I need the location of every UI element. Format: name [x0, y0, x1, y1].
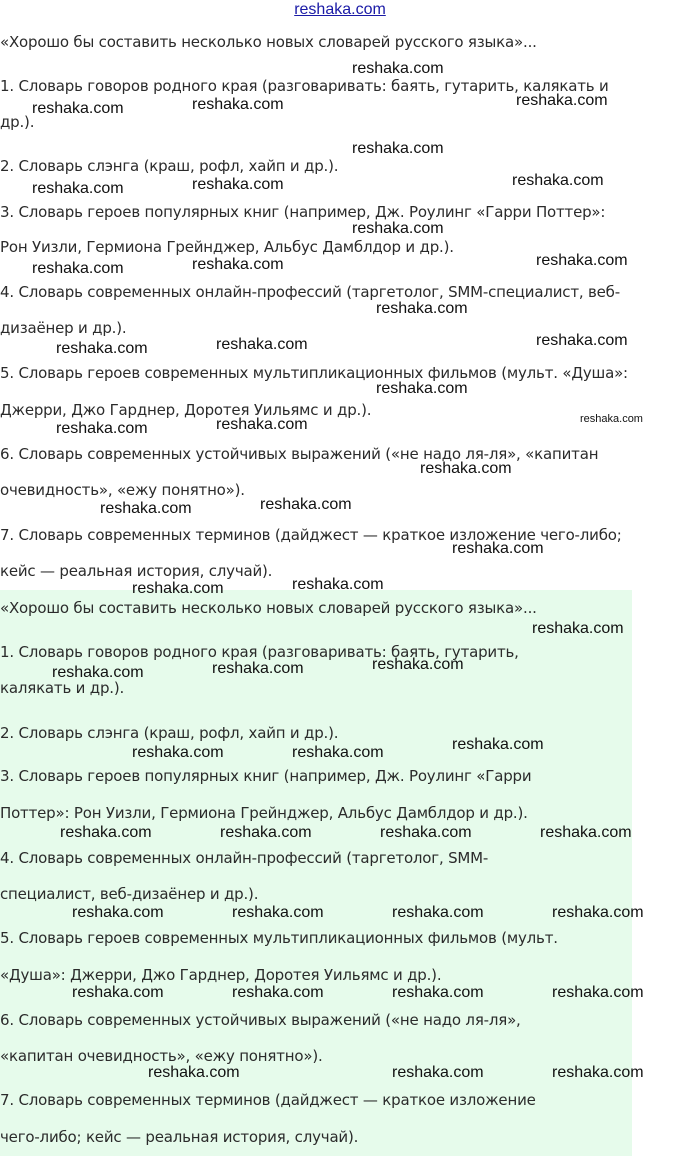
watermark: reshaka.com [512, 172, 604, 189]
watermark: reshaka.com [372, 656, 464, 673]
text-line: 2. Словарь слэнга (краш, рофл, хайп и др.). [0, 157, 339, 175]
watermark: reshaka.com [452, 736, 544, 753]
watermark: reshaka.com [392, 904, 484, 921]
text-line: 2. Словарь слэнга (краш, рофл, хайп и др.). [0, 724, 339, 742]
watermark: reshaka.com [452, 540, 544, 557]
text-line: 1. Словарь говоров родного края (разговаривать: баять, гутарить, калякать и [0, 77, 609, 95]
watermark: reshaka.com [420, 460, 512, 477]
watermark: reshaka.com [56, 420, 148, 437]
text-line: 6. Словарь современных устойчивых выражений («не надо ля-ля», «капитан [0, 445, 599, 463]
watermark: reshaka.com [376, 300, 468, 317]
text-line: калякать и др.). [0, 679, 125, 697]
watermark: reshaka.com [132, 744, 224, 761]
watermark: reshaka.com [536, 252, 628, 269]
watermark: reshaka.com [260, 496, 352, 513]
text-line: др.). [0, 113, 35, 131]
watermark: reshaka.com [580, 413, 643, 425]
watermark: reshaka.com [376, 380, 468, 397]
watermark: reshaka.com [216, 416, 308, 433]
watermark: reshaka.com [552, 1064, 644, 1081]
text-line: 3. Словарь героев популярных книг (например, Дж. Роулинг «Гарри Поттер»: [0, 203, 606, 221]
watermark: reshaka.com [352, 140, 444, 157]
text-line: специалист, веб-дизаёнер и др.). [0, 885, 259, 903]
watermark: reshaka.com [352, 60, 444, 77]
watermark: reshaka.com [52, 664, 144, 681]
text-line: 6. Словарь современных устойчивых выражений («не надо ля-ля», [0, 1011, 521, 1029]
watermark: reshaka.com [32, 260, 124, 277]
reshaka-header-link[interactable]: reshaka.com [294, 1, 386, 18]
watermark: reshaka.com [148, 1064, 240, 1081]
watermark: reshaka.com [232, 904, 324, 921]
text-line: чего-либо; кейс — реальная история, случай). [0, 1128, 359, 1146]
watermark: reshaka.com [132, 580, 224, 597]
watermark: reshaka.com [212, 660, 304, 677]
text-line: кейс — реальная история, случай). [0, 562, 273, 580]
text-line: Поттер»: Рон Уизли, Гермиона Грейнджер, Альбус Дамблдор и др.). [0, 804, 528, 822]
text-line: 1. Словарь говоров родного края (разговаривать: баять, гутарить, [0, 643, 519, 661]
watermark: reshaka.com [536, 332, 628, 349]
watermark: reshaka.com [216, 336, 308, 353]
watermark: reshaka.com [380, 824, 472, 841]
watermark: reshaka.com [72, 984, 164, 1001]
text-line: «капитан очевидность», «ежу понятно»). [0, 1047, 323, 1065]
watermark: reshaka.com [192, 176, 284, 193]
watermark: reshaka.com [516, 92, 608, 109]
watermark: reshaka.com [552, 904, 644, 921]
text-line: 5. Словарь героев современных мультипликационных фильмов (мульт. [0, 929, 558, 947]
watermark: reshaka.com [552, 984, 644, 1001]
watermark: reshaka.com [60, 824, 152, 841]
text-line: 4. Словарь современных онлайн-профессий (таргетолог, SMM-специалист, веб- [0, 283, 620, 301]
watermark: reshaka.com [192, 256, 284, 273]
watermark: reshaka.com [72, 904, 164, 921]
watermark: reshaka.com [292, 576, 384, 593]
watermark: reshaka.com [392, 984, 484, 1001]
text-line: «Душа»: Джерри, Джо Гарднер, Доротея Уильямс и др.). [0, 966, 442, 984]
text-line: «Хорошо бы составить несколько новых словарей русского языка»... [0, 33, 537, 51]
watermark: reshaka.com [192, 96, 284, 113]
watermark: reshaka.com [220, 824, 312, 841]
watermark: reshaka.com [540, 824, 632, 841]
text-line: дизаёнер и др.). [0, 319, 127, 337]
text-line: Джерри, Джо Гарднер, Доротея Уильямс и др.). [0, 401, 372, 419]
watermark: reshaka.com [532, 620, 624, 637]
text-line: Рон Уизли, Гермиона Грейнджер, Альбус Дамблдор и др.). [0, 238, 454, 256]
text-line: 7. Словарь современных терминов (дайджест — краткое изложение [0, 1091, 536, 1109]
watermark: reshaka.com [292, 744, 384, 761]
watermark: reshaka.com [100, 500, 192, 517]
text-line: 7. Словарь современных терминов (дайджест — краткое изложение чего-либо; [0, 526, 622, 544]
watermark: reshaka.com [232, 984, 324, 1001]
text-line: очевидность», «ежу понятно»). [0, 481, 245, 499]
watermark: reshaka.com [32, 100, 124, 117]
watermark: reshaka.com [32, 180, 124, 197]
watermark: reshaka.com [392, 1064, 484, 1081]
text-line: 4. Словарь современных онлайн-профессий (таргетолог, SMM- [0, 849, 489, 867]
watermark: reshaka.com [56, 340, 148, 357]
text-line: «Хорошо бы составить несколько новых словарей русского языка»... [0, 599, 537, 617]
text-line: 3. Словарь героев популярных книг (например, Дж. Роулинг «Гарри [0, 767, 532, 785]
text-line: 5. Словарь героев современных мультипликационных фильмов (мульт. «Душа»: [0, 364, 628, 382]
watermark: reshaka.com [352, 220, 444, 237]
